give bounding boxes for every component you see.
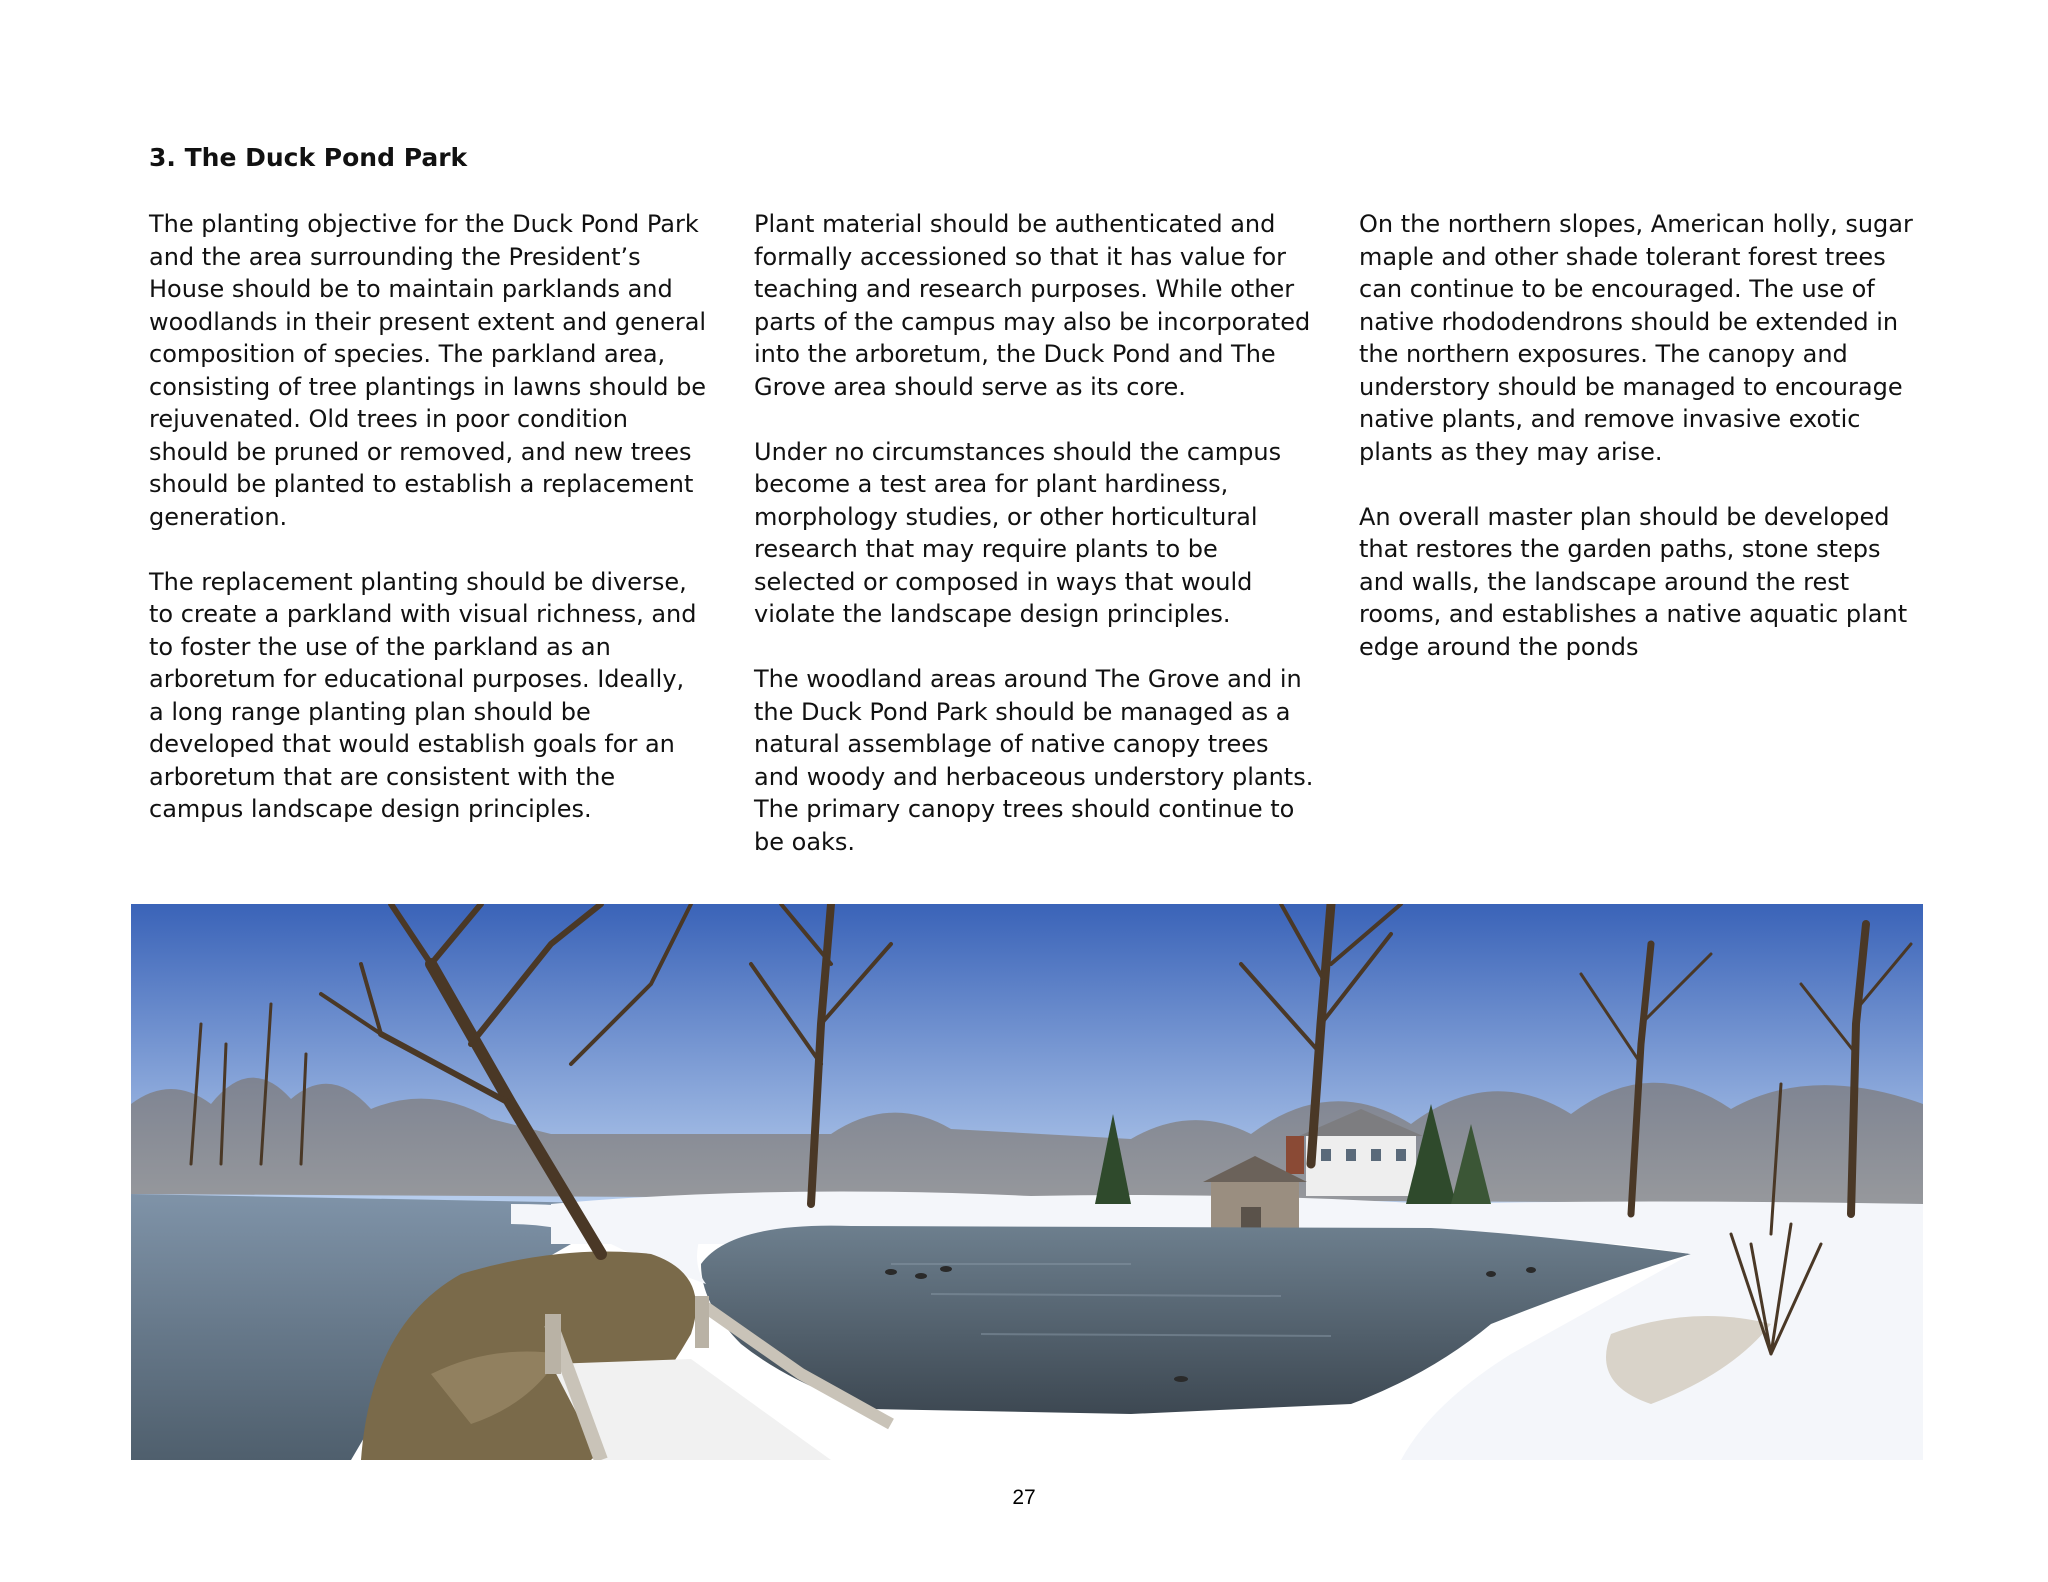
text-column-3 bbox=[1359, 208, 1929, 696]
duck-pond-panorama-photo bbox=[131, 904, 1923, 1460]
paragraph: Under no circumstances should the campus become a test area for plant hardiness, morphology studies, or other horticultural research that may require plants to be selected or composed in ways that would violate the landscape design principles. bbox=[754, 437, 1282, 628]
paragraph: On the northern slopes, American holly, sugar maple and other shade tolerant forest trees can continue to be encouraged. The use of native rhododendrons should be extended in the northern exposures. The canopy and understory should be managed to encourage native plants, and remove invasive exotic plants as they may arise. bbox=[1359, 210, 1913, 466]
paragraph: The woodland areas around The Grove and in the Duck Pond Park should be managed as a natural assemblage of native canopy trees and woody and herbaceous understory plants. The primary canopy trees should continue to be oaks. bbox=[754, 665, 1314, 856]
paragraph: An overall master plan should be developed that restores the garden paths, stone steps and walls, the landscape around the rest rooms, and establishes a native aquatic plant edge around the ponds bbox=[1359, 502, 1908, 661]
paragraph: The planting objective for the Duck Pond Park and the area surrounding the President’s House should be to maintain parklands and woodlands in their present extent and general composition of species. The parkland area, consisting of tree plantings in lawns should be rejuvenated. Old trees in poor condition should be pruned or removed, and new trees should be planted to establish a replacement generation. bbox=[149, 210, 707, 531]
text-column-2 bbox=[754, 208, 1324, 891]
paragraph: The replacement planting should be diverse, to create a parkland with visual richness, and to foster the use of the parkland as an arboretum for educational purposes. Ideally, a long range planting plan should be developed that would establish goals for an arboretum that are consistent with the campus landscape design principles. bbox=[149, 567, 697, 823]
section-heading: 3. The Duck Pond Park bbox=[149, 143, 468, 172]
page-number: 27 bbox=[1012, 1486, 1036, 1509]
paragraph: Plant material should be authenticated and formally accessioned so that it has value for teaching and research purposes. While other parts of the campus may also be incorporated into the arboretum, the Duck Pond and The Grove area should serve as its core. bbox=[754, 210, 1311, 401]
text-column-1 bbox=[149, 208, 719, 858]
